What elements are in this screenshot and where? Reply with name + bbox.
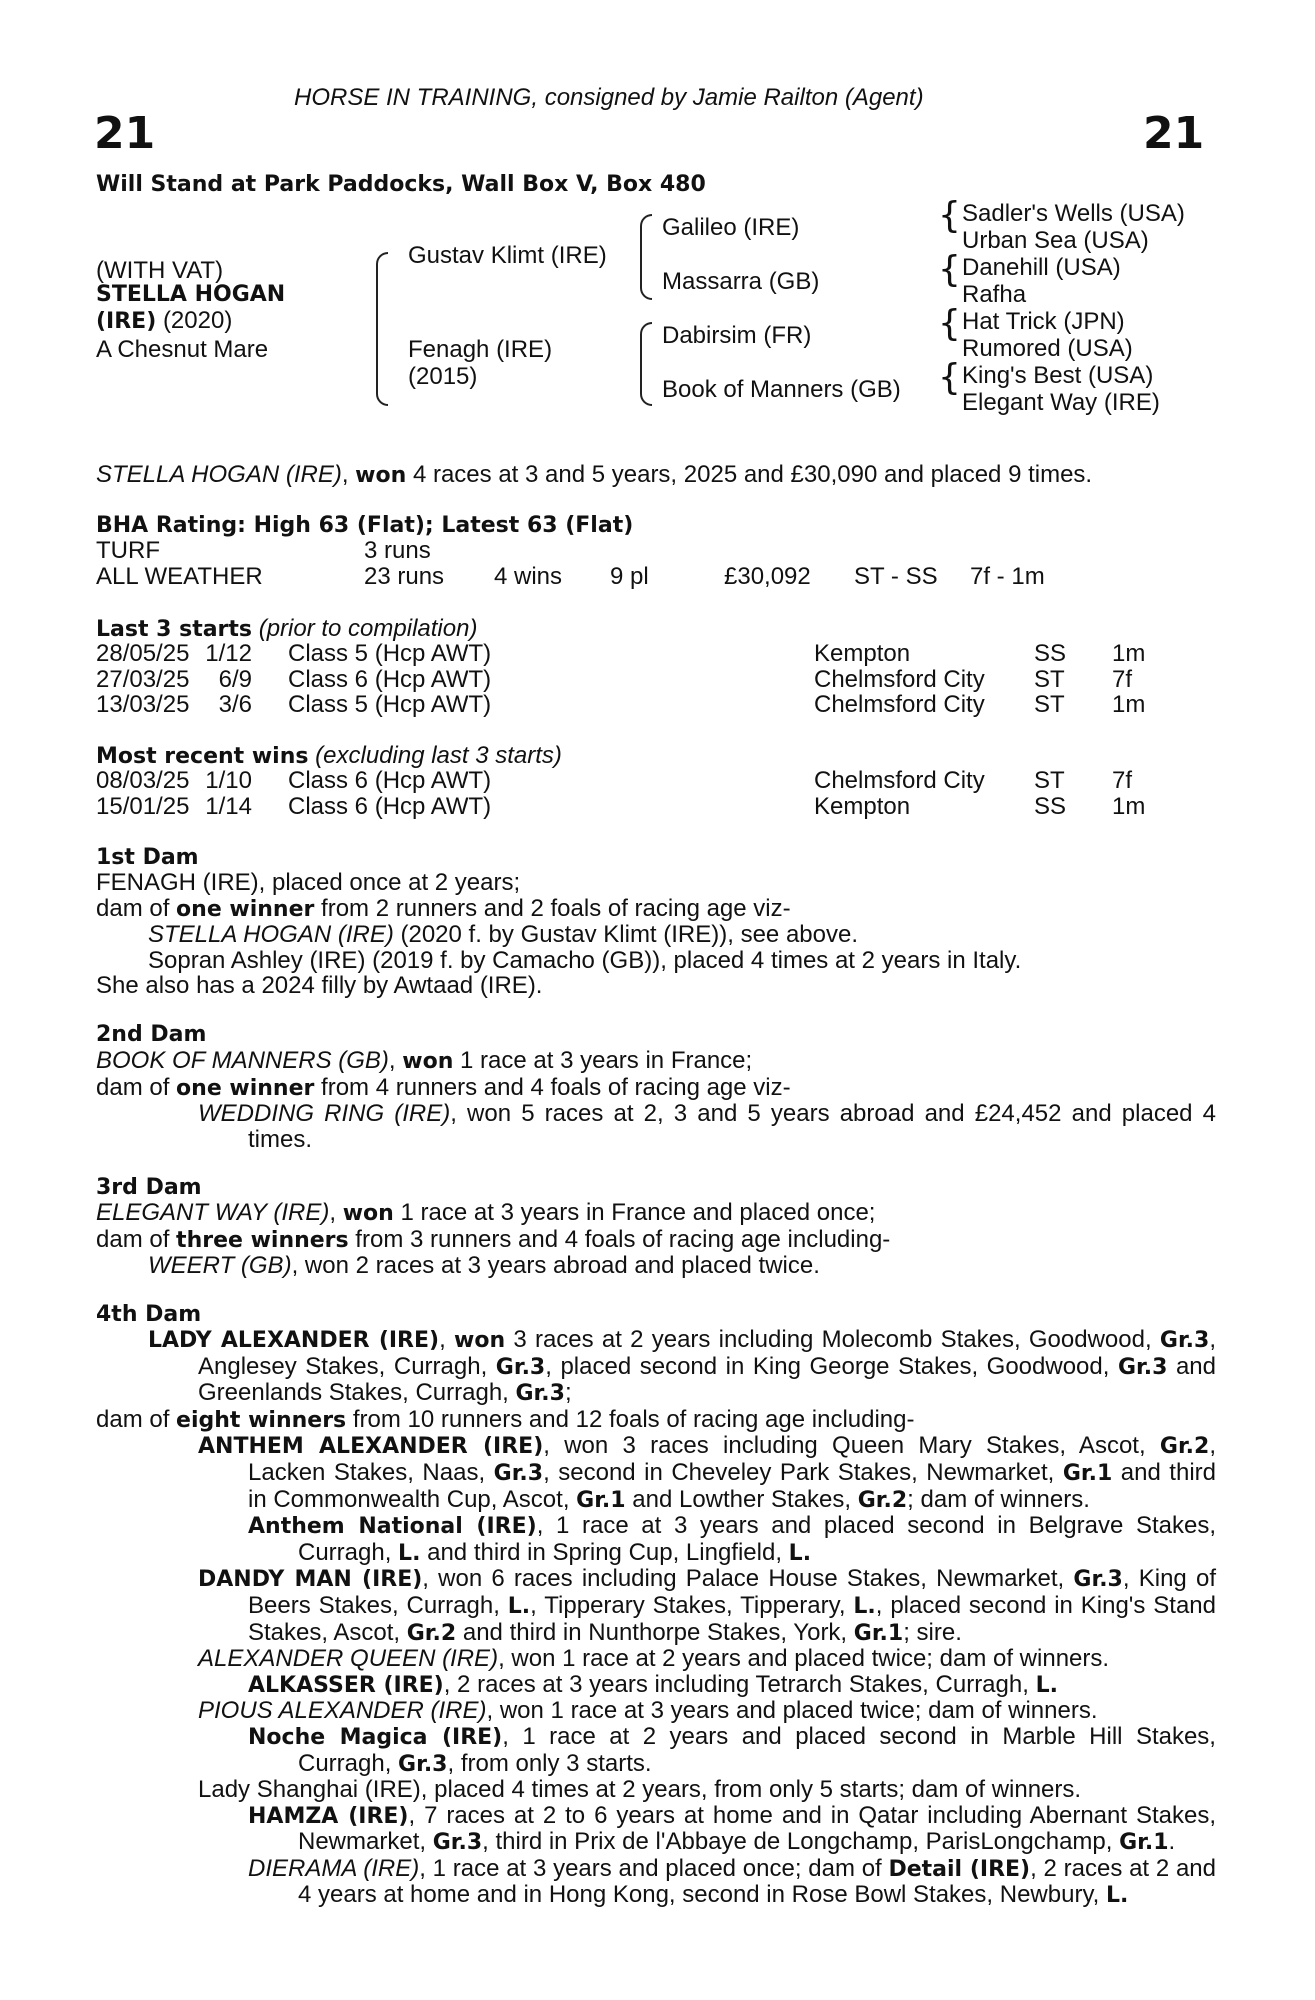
last-start-course: Chelmsford City xyxy=(814,691,985,718)
pedigree-brace-1: { xyxy=(938,195,961,236)
last-start-date: 27/03/25 xyxy=(96,665,190,693)
second-dam-heading: 2nd Dam xyxy=(96,1022,207,1047)
progeny-hamza: HAMZA (IRE), 7 races at 2 to 6 years at home and in Qatar including Abernant Stakes, Newmarket, Gr.3, third in Prix de l'Abbaye de Longchamp, ParisLongchamp, Gr.1. xyxy=(248,1801,1216,1856)
sire: Gustav Klimt (IRE) xyxy=(408,242,607,269)
last-start-surface: SS xyxy=(1034,640,1067,667)
last-start-date: 13/03/25 xyxy=(96,691,190,718)
sire-sire: Galileo (IRE) xyxy=(662,214,800,241)
dam: Fenagh (IRE) xyxy=(408,336,553,363)
gen4-5: Hat Trick (JPN) xyxy=(962,308,1125,335)
turf-runs: 3 runs xyxy=(364,537,431,564)
last-start-class: Class 6 (Hcp AWT) xyxy=(288,665,492,693)
horse-description: A Chesnut Mare xyxy=(96,336,269,363)
pedigree-brace-2: { xyxy=(938,249,961,290)
first-dam-heading: 1st Dam xyxy=(96,845,199,870)
stand-location: Will Stand at Park Paddocks, Wall Box V, Box 480 xyxy=(96,172,706,197)
recent-wins-heading: Most recent wins (excluding last 3 starts) xyxy=(96,742,562,769)
recent-win-surface: SS xyxy=(1034,792,1067,820)
horse-name: STELLA HOGAN xyxy=(96,282,286,307)
gen4-6: Rumored (USA) xyxy=(962,335,1133,362)
last-start-class: Class 5 (Hcp AWT) xyxy=(288,640,492,667)
gen4-7: King's Best (USA) xyxy=(962,362,1154,389)
recent-win-class: Class 6 (Hcp AWT) xyxy=(288,792,492,820)
last-start-dist: 1m xyxy=(1112,691,1146,718)
consignor-line: HORSE IN TRAINING, consigned by Jamie Railton (Agent) xyxy=(294,84,924,111)
dam-sire: Dabirsim (FR) xyxy=(662,322,812,349)
aw-wins: 4 wins xyxy=(494,563,563,590)
second-dam-text: BOOK OF MANNERS (GB), won 1 race at 3 years in France; dam of one winner from 4 runners and 4 foals of racing age viz- WEDDING RING (IRE), won 5 races at 2, 3 and 5 years abroad and £24,452 and placed 4 times. xyxy=(96,1047,1216,1153)
sire-dam: Massarra (GB) xyxy=(662,268,820,295)
last-start-dist: 1m xyxy=(1112,640,1146,667)
aw-label: ALL WEATHER xyxy=(96,563,263,590)
pedigree-bracket-main xyxy=(376,252,388,406)
recent-win-dist: 7f xyxy=(1112,767,1133,794)
progeny-alkasser: ALKASSER (IRE), 2 races at 3 years including Tetrarch Stakes, Curragh, L. xyxy=(248,1670,1058,1698)
lot-number-left: 21 xyxy=(94,108,156,159)
third-dam-text: ELEGANT WAY (IRE), won 1 race at 3 years in France and placed once; dam of three winners from 3 runners and 4 foals of racing age including- WEERT (GB), won 2 races at 3 years abroad and placed twice. xyxy=(96,1199,891,1280)
horse-origin xyxy=(96,307,232,335)
lot-number-right: 21 xyxy=(1143,108,1205,159)
last-start-pos: 3/6 xyxy=(218,691,252,718)
progeny-dierama: DIERAMA (IRE), 1 race at 3 years and placed once; dam of Detail (IRE), 2 races at 2 and 4 years at home and in Hong Kong, second in Rose Bowl Stakes, Newbury, L. xyxy=(248,1854,1216,1909)
progeny-dandy-man: DANDY MAN (IRE), won 6 races including Palace House Stakes, Newmarket, Gr.3, King of Beers Stakes, Curragh, L., Tipperary Stakes, Tipperary, L., placed second in King's Stand Stakes, Ascot, Gr.2 and third in Nunthorpe Stakes, York, Gr.1; sire. xyxy=(198,1565,1216,1646)
last-start-course: Kempton xyxy=(814,640,911,667)
race-summary: STELLA HOGAN (IRE), won 4 races at 3 and 5 years, 2025 and £30,090 and placed 9 times. xyxy=(96,461,1093,488)
recent-win-class: Class 6 (Hcp AWT) xyxy=(288,767,492,794)
progeny-noche-magica: Noche Magica (IRE), 1 race at 2 years and placed second in Marble Hill Stakes, Curragh, Gr.3, from only 3 starts. xyxy=(248,1722,1216,1777)
summary-text: 4 races at 3 and 5 years, 2025 and £30,090 and placed 9 times. xyxy=(406,461,1093,488)
aw-surfaces: ST - SS xyxy=(854,563,938,590)
last-start-pos: 1/12 xyxy=(205,640,252,667)
horse-year: (2020) xyxy=(162,307,233,334)
summary-horse-name: STELLA HOGAN (IRE) xyxy=(96,461,342,488)
gen4-1: Sadler's Wells (USA) xyxy=(962,200,1185,227)
recent-win-course: Kempton xyxy=(814,792,911,820)
last-start-date: 28/05/25 xyxy=(96,640,190,667)
progeny-lady-shanghai: Lady Shanghai (IRE), placed 4 times at 2 years, from only 5 starts; dam of winners. xyxy=(198,1776,1082,1804)
recent-win-date: 15/01/25 xyxy=(96,792,190,820)
last-start-surface: ST xyxy=(1034,691,1065,718)
recent-win-course: Chelmsford City xyxy=(814,767,985,794)
progeny-anthem-alexander: ANTHEM ALEXANDER (IRE), won 3 races including Queen Mary Stakes, Ascot, Gr.2, Lacken Stakes, Naas, Gr.3, second in Cheveley Park Stakes, Newmarket, Gr.1 and third in Commonwealth Cup, Ascot, Gr.1 and Lowther Stakes, Gr.2; dam of winners. xyxy=(198,1432,1216,1513)
gen4-4: Rafha xyxy=(962,281,1027,308)
recent-win-pos: 1/14 xyxy=(205,792,252,820)
last-start-class: Class 5 (Hcp AWT) xyxy=(288,691,492,718)
pedigree-bracket-sire xyxy=(640,214,652,300)
bha-rating: BHA Rating: High 63 (Flat); Latest 63 (Flat) xyxy=(96,513,634,538)
pedigree-bracket-dam xyxy=(640,322,652,406)
dam-dam: Book of Manners (GB) xyxy=(662,376,901,403)
pedigree-brace-3: { xyxy=(938,303,961,344)
vat-note: (WITH VAT) xyxy=(96,257,224,284)
recent-win-surface: ST xyxy=(1034,767,1065,794)
recent-win-dist: 1m xyxy=(1112,792,1146,820)
gen4-8: Elegant Way (IRE) xyxy=(962,389,1160,416)
aw-placed: 9 pl xyxy=(610,563,649,590)
fourth-dam-record: LADY ALEXANDER (IRE), won 3 races at 2 years including Molecomb Stakes, Goodwood, Gr.3, Anglesey Stakes, Curragh, Gr.3, placed second in King George Stakes, Goodwood, Gr.3 and Greenlands Stakes, Curragh, Gr.3; xyxy=(148,1326,1216,1407)
aw-runs: 23 runs xyxy=(364,563,445,590)
gen4-3: Danehill (USA) xyxy=(962,254,1121,281)
last-start-dist: 7f xyxy=(1112,665,1133,693)
aw-earnings: £30,092 xyxy=(724,563,811,590)
progeny-alexander-queen: ALEXANDER QUEEN (IRE), won 1 race at 2 years and placed twice; dam of winners. xyxy=(198,1645,1110,1673)
first-dam-text: FENAGH (IRE), placed once at 2 years; dam of one winner from 2 runners and 2 foals of racing age viz- STELLA HOGAN (IRE) (2020 f. by Gustav Klimt (IRE)), see above. Sopran Ashley (IRE) (2019 f. by Camacho (GB)), placed 4 times at 2 years in Italy. She also has a 2024 filly by Awtaad (IRE). xyxy=(96,869,1022,1000)
summary-won: won xyxy=(355,463,407,488)
progeny-anthem-national: Anthem National (IRE), 1 race at 3 years and placed second in Belgrave Stakes, Curragh, L. and third in Spring Cup, Lingfield, L. xyxy=(248,1512,1216,1566)
horse-country: (IRE) xyxy=(96,309,157,334)
aw-distances: 7f - 1m xyxy=(970,563,1045,590)
pedigree-brace-4: { xyxy=(938,357,961,398)
gen4-2: Urban Sea (USA) xyxy=(962,227,1149,254)
dam-year: (2015) xyxy=(408,363,478,390)
progeny-pious-alexander: PIOUS ALEXANDER (IRE), won 1 race at 3 years and placed twice; dam of winners. xyxy=(198,1697,1098,1725)
last-starts-heading: Last 3 starts (prior to compilation) xyxy=(96,615,478,642)
fourth-dam-text: LADY ALEXANDER (IRE), won 3 races at 2 years including Molecomb Stakes, Goodwood, Gr.3, Anglesey Stakes, Curragh, Gr.3, placed second in King George Stakes, Goodwood, Gr.3 and Greenlands Stakes, Curragh, Gr.3; dam of eight winners from 10 runners and 12 foals of racing age including- ANTHEM ALEXANDER (IRE), won 3 races including Queen Mary Stakes, Ascot, Gr.2, Lacken Stakes, Naas, Gr.3, second in Cheveley Park Stakes, Newmarket, Gr.1 and third in Commonwealth Cup, Ascot, Gr.1 and Lowther Stakes, Gr.2; dam of winners. Anthem National (IRE), 1 race at 3 years and placed second in Belgrave Stakes, Curragh, L. and third in Spring Cup, Lingfield, L. DANDY MAN (IRE), won 6 races including Palace House Stakes, Newmarket, Gr.3, King of Beers Stakes, Curragh, L., Tipperary Stakes, Tipperary, L., placed second in King's Stand Stakes, Ascot, Gr.2 and third in Nunthorpe Stakes, York, Gr.1; sire. ALEXANDER QUEEN (IRE), won 1 race at 2 years and placed twice; dam of winners. ALKASSER (IRE), 2 races at 3 years including Tetrarch Stakes, Curragh, L. PIOUS ALEXANDER (IRE), won 1 race at 3 years and placed twice; dam of winners. Noche Magica (IRE), 1 race at 2 years and placed second in Marble Hill Stakes, Curragh, Gr.3, from only 3 starts. Lady Shanghai (IRE), placed 4 times at 2 years, from only 5 starts; dam of winners. HAMZA (IRE), 7 races at 2 to 6 years at home and in Qatar including Abernant Stakes, Newmarket, Gr.3, third in Prix de l'Abbaye de Longchamp, ParisLongchamp, Gr.1. DIERAMA (IRE), 1 race at 3 years and placed once; dam of Detail (IRE), 2 races at 2 and 4 years at home and in Hong Kong, second in Rose Bowl Stakes, Newbury, L. xyxy=(96,1326,1216,1909)
turf-label: TURF xyxy=(96,537,160,564)
third-dam-heading: 3rd Dam xyxy=(96,1175,202,1200)
last-start-course: Chelmsford City xyxy=(814,665,985,693)
recent-win-pos: 1/10 xyxy=(205,767,252,794)
recent-win-date: 08/03/25 xyxy=(96,767,190,794)
last-start-surface: ST xyxy=(1034,665,1065,693)
last-start-pos: 6/9 xyxy=(218,665,252,693)
fourth-dam-heading: 4th Dam xyxy=(96,1302,202,1327)
